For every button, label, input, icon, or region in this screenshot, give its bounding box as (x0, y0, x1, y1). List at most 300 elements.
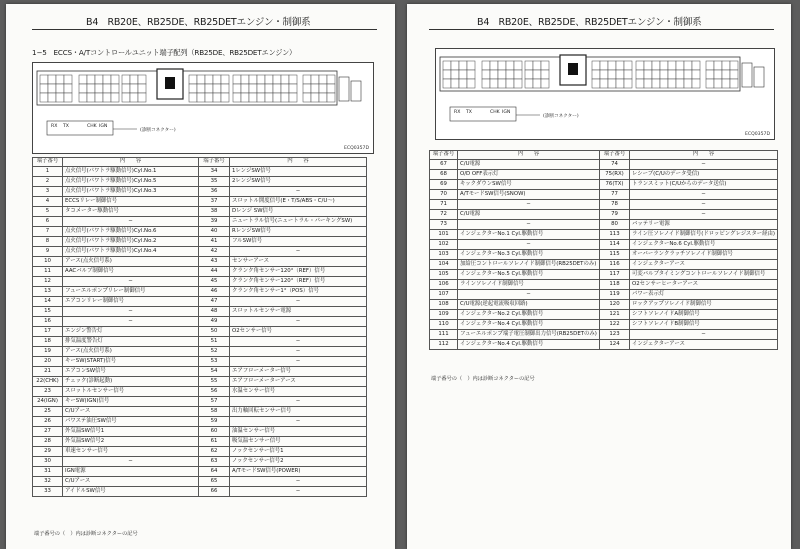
terminal-number: 30 (33, 457, 63, 467)
terminal-description: 車速センサー信号 (63, 447, 199, 457)
connector-pin (95, 75, 103, 84)
connector-pin (40, 84, 48, 93)
connector-pin (56, 75, 64, 84)
table-row (430, 270, 778, 280)
connector-pin (249, 93, 257, 102)
connector-pin (249, 75, 257, 84)
terminal-number: 3 (33, 187, 63, 197)
terminal-number: 57 (199, 397, 230, 407)
connector-pin (600, 79, 608, 88)
terminal-description: 油温センサー信号 (230, 427, 367, 437)
table-row (430, 260, 778, 270)
terminal-description: 点火信号(パワトラ駆動信号)Cyl.No.5 (63, 177, 199, 187)
connector-pin (684, 79, 692, 88)
terminal-number: 1 (33, 167, 63, 177)
connector-pin (205, 84, 213, 93)
connector-pin (138, 84, 146, 93)
terminal-number: 29 (33, 447, 63, 457)
terminal-number: 47 (199, 297, 230, 307)
table-row (430, 330, 778, 340)
connector-pin (138, 75, 146, 84)
connector-pin (103, 93, 111, 102)
terminal-number: 53 (199, 357, 230, 367)
connector-pin (103, 84, 111, 93)
terminal-description: ラインソレノイド制御信号 (458, 280, 600, 290)
terminal-description: エアコンSW信号 (63, 367, 199, 377)
terminal-description: − (458, 220, 600, 230)
connector-pin (327, 93, 335, 102)
terminal-description: バッテリー電源 (630, 220, 778, 230)
terminal-number: 109 (430, 310, 458, 320)
terminal-number: 25 (33, 407, 63, 417)
terminal-number: 27 (33, 427, 63, 437)
connector-pin (533, 79, 541, 88)
table-row (430, 230, 778, 240)
terminal-description: シフトソレノイドB制御信号 (630, 320, 778, 330)
terminal-description: 排気温度警告灯 (63, 337, 199, 347)
terminal-number: 120 (600, 300, 630, 310)
connector-pin (600, 70, 608, 79)
terminal-number: 8 (33, 237, 63, 247)
terminal-description: C/U電源(逆起電流吸収回路) (458, 300, 600, 310)
terminal-description: − (230, 477, 367, 487)
connector-pin (205, 75, 213, 84)
table-row (33, 267, 367, 277)
table-header-row (430, 151, 778, 160)
terminal-description: エアフローメーター信号 (230, 367, 367, 377)
terminal-description: インジェクターNo.5 Cyl.駆動信号 (458, 270, 600, 280)
terminal-number: 122 (600, 320, 630, 330)
content-header: 内 容 (63, 158, 199, 167)
connector-pin (103, 75, 111, 84)
terminal-number: 23 (33, 387, 63, 397)
table-row (430, 340, 778, 350)
connector-pin (525, 70, 533, 79)
terminal-description: − (458, 200, 600, 210)
connector-pin (714, 61, 722, 70)
connector-pin (289, 93, 297, 102)
terminal-number: 77 (600, 190, 630, 200)
terminal-number: 45 (199, 277, 230, 287)
right-page (407, 4, 791, 549)
terminal-description: フューエルポンプ端子電圧制御出力信号(RB25DETのみ) (458, 330, 600, 340)
terminal-number: 60 (199, 427, 230, 437)
connector-pin (64, 93, 72, 102)
connector-pin-diagram (436, 49, 776, 141)
terminal-number: 68 (430, 170, 458, 180)
diagnostic-pin-label: CHK (87, 124, 97, 129)
terminal-number: 113 (600, 230, 630, 240)
terminal-number: 80 (600, 220, 630, 230)
terminal-number: 124 (600, 340, 630, 350)
terminal-description: − (230, 347, 367, 357)
terminal-description: − (63, 217, 199, 227)
terminal-description: ニュートラル信号(ニュートラル・パーキングSW) (230, 217, 367, 227)
connector-pin (189, 75, 197, 84)
terminal-number: 66 (199, 487, 230, 497)
table-row (430, 300, 778, 310)
connector-pin (56, 84, 64, 93)
table-row (33, 277, 367, 287)
connector-pin (87, 84, 95, 93)
connector-pin (40, 93, 48, 102)
table-row (33, 387, 367, 397)
connector-pin (257, 84, 265, 93)
connector-pin (273, 75, 281, 84)
terminal-number: 55 (199, 377, 230, 387)
connector-pin (249, 84, 257, 93)
connector-pin (467, 61, 475, 70)
connector-pin (451, 70, 459, 79)
connector-pin (197, 93, 205, 102)
terminal-number: 26 (33, 417, 63, 427)
terminal-number: 5 (33, 207, 63, 217)
connector-pin (660, 79, 668, 88)
table-body (33, 167, 367, 497)
section-title: 1−5 ECCS・A/Tコントロールユニット端子配列（RB25DE、RB25DETエンジン） (32, 48, 297, 57)
terminal-description: ロックアップソレノイド制御信号 (630, 300, 778, 310)
terminal-description: フューエルポンプリレー制御信号 (63, 287, 199, 297)
terminal-number: 24(IGN) (33, 397, 63, 407)
connector-pin (221, 75, 229, 84)
connector-pin (722, 79, 730, 88)
connector-pin (205, 93, 213, 102)
left-page (6, 4, 395, 549)
table-row (33, 247, 367, 257)
terminal-number: 69 (430, 180, 458, 190)
table-row (430, 200, 778, 210)
table-row (430, 170, 778, 180)
terminal-description: − (230, 187, 367, 197)
terminal-description: − (63, 307, 199, 317)
connector-pin (233, 93, 241, 102)
connector-pin (498, 61, 506, 70)
diagnostic-connector-label: (診断コネクター) (140, 128, 176, 133)
terminal-description: エアフローメーターアース (230, 377, 367, 387)
connector-pin (482, 61, 490, 70)
connector-pin (48, 93, 56, 102)
connector-pin (722, 70, 730, 79)
terminal-description: 水温センサー信号 (230, 387, 367, 397)
table-row (33, 417, 367, 427)
terminal-description: 点火信号(パワトラ駆動信号)Cyl.No.4 (63, 247, 199, 257)
terminal-number: 78 (600, 200, 630, 210)
terminal-description: − (630, 160, 778, 170)
terminal-description: インジェクターアース (630, 260, 778, 270)
connector-pin (56, 93, 64, 102)
terminal-number: 101 (430, 230, 458, 240)
connector-pin (443, 61, 451, 70)
connector-pin (79, 75, 87, 84)
terminal-description: AACバルブ制御信号 (63, 267, 199, 277)
terminal-description: シフトソレノイドA制御信号 (630, 310, 778, 320)
terminal-number: 4 (33, 197, 63, 207)
connector-end-tab (351, 81, 361, 101)
connector-pin (281, 93, 289, 102)
terminal-description: A/TモードSW信号(POWER) (230, 467, 367, 477)
terminal-number: 63 (199, 457, 230, 467)
terminal-description: C/U電源 (458, 210, 600, 220)
terminal-number: 65 (199, 477, 230, 487)
connector-pin (592, 79, 600, 88)
table-row (33, 377, 367, 387)
connector-pin (95, 93, 103, 102)
table-header-row (33, 158, 367, 167)
connector-pin (281, 75, 289, 84)
connector-pin (636, 61, 644, 70)
terminal-number: 7 (33, 227, 63, 237)
terminal-number: 22(CHK) (33, 377, 63, 387)
connector-pin (241, 75, 249, 84)
connector-pin (64, 84, 72, 93)
connector-pin (608, 61, 616, 70)
table-row (33, 407, 367, 417)
connector-latch (165, 77, 175, 89)
connector-pin (676, 61, 684, 70)
connector-pin (608, 79, 616, 88)
connector-end-tab (754, 67, 764, 87)
terminal-number: 51 (199, 337, 230, 347)
terminal-description: アース(点火信号系) (63, 257, 199, 267)
terminal-description: − (63, 317, 199, 327)
terminal-description: − (230, 487, 367, 497)
connector-pin (130, 93, 138, 102)
connector-pin (490, 70, 498, 79)
terminal-description: RレンジSW信号 (230, 227, 367, 237)
terminal-number: 43 (199, 257, 230, 267)
terminal-number: 114 (600, 240, 630, 250)
terminal-number: 64 (199, 467, 230, 477)
connector-pin (624, 70, 632, 79)
connector-pin (482, 79, 490, 88)
figure-code: ECQ0357D (344, 146, 369, 151)
terminal-number: 13 (33, 287, 63, 297)
terminal-number: 17 (33, 327, 63, 337)
terminal-description: キックダウンSW信号 (458, 180, 600, 190)
connector-pin (95, 84, 103, 93)
connector-pin (213, 75, 221, 84)
table-row (33, 357, 367, 367)
terminal-number: 108 (430, 300, 458, 310)
connector-pin (48, 84, 56, 93)
connector-pin (616, 79, 624, 88)
connector-pin (541, 70, 549, 79)
connector-pin (459, 79, 467, 88)
connector-pin-diagram (33, 63, 375, 155)
terminal-description: 外気温SW信号1 (63, 427, 199, 437)
table-row (430, 240, 778, 250)
connector-pin (533, 61, 541, 70)
table-row (33, 217, 367, 227)
terminal-description: インジェクターアース (630, 340, 778, 350)
terminal-number: 14 (33, 297, 63, 307)
connector-diagram (32, 62, 374, 154)
terminal-description: − (230, 247, 367, 257)
terminal-number: 119 (600, 290, 630, 300)
connector-pin (652, 61, 660, 70)
terminal-description: 吸気温センサー信号 (230, 437, 367, 447)
table-row (430, 180, 778, 190)
connector-pin (213, 84, 221, 93)
terminal-number: 32 (33, 477, 63, 487)
connector-pin (79, 93, 87, 102)
connector-pin (311, 75, 319, 84)
terminal-number: 79 (600, 210, 630, 220)
connector-pin (197, 75, 205, 84)
terminal-description: 点火信号(パワトラ駆動信号)Cyl.No.3 (63, 187, 199, 197)
table-row (33, 487, 367, 497)
connector-pin (482, 70, 490, 79)
connector-pin (652, 79, 660, 88)
terminal-number: 110 (430, 320, 458, 330)
terminal-number: 48 (199, 307, 230, 317)
connector-pin (506, 70, 514, 79)
terminal-description: 可変バルブタイミングコントロールソレノイド制御信号 (630, 270, 778, 280)
connector-pin (257, 93, 265, 102)
terminal-number: 59 (199, 417, 230, 427)
connector-pin (122, 75, 130, 84)
terminal-description: C/Uアース (63, 477, 199, 487)
connector-pin (111, 93, 119, 102)
connector-pin (668, 70, 676, 79)
connector-pin (265, 84, 273, 93)
terminal-description: O/D OFF表示灯 (458, 170, 600, 180)
connector-pin (722, 61, 730, 70)
connector-pin (189, 93, 197, 102)
connector-pin (189, 84, 197, 93)
terminal-description: ECCSリレー制御信号 (63, 197, 199, 207)
terminal-number: 103 (430, 250, 458, 260)
terminal-number: 46 (199, 287, 230, 297)
connector-pin (48, 75, 56, 84)
connector-pin (498, 70, 506, 79)
connector-pin (714, 70, 722, 79)
connector-pin (443, 79, 451, 88)
terminal-description: − (63, 457, 199, 467)
connector-pin (490, 79, 498, 88)
connector-end-tab (742, 63, 752, 87)
terminal-number: 62 (199, 447, 230, 457)
connector-pin (213, 93, 221, 102)
table-row (33, 197, 367, 207)
connector-pin (130, 84, 138, 93)
diagnostic-pin-label: IGN (99, 124, 108, 129)
terminal-description: − (630, 330, 778, 340)
connector-pin (636, 70, 644, 79)
terminal-description: スロットルセンサー電源 (230, 307, 367, 317)
connector-pin (303, 84, 311, 93)
connector-latch (568, 63, 578, 75)
diagnostic-connector-label: (診断コネクター) (543, 114, 579, 119)
terminal-number: 123 (600, 330, 630, 340)
terminal-number: 28 (33, 437, 63, 447)
connector-pin (40, 75, 48, 84)
page-header-title: B4 RB20E、RB25DE、RB25DETエンジン・制御系 (477, 17, 702, 28)
terminal-number: 71 (430, 200, 458, 210)
page-header-title: B4 RB20E、RB25DE、RB25DETエンジン・制御系 (86, 17, 311, 28)
terminal-description: O2センサーヒーターアース (630, 280, 778, 290)
connector-pin (616, 61, 624, 70)
terminal-description: アース(点火信号系) (63, 347, 199, 357)
terminal-number: 33 (33, 487, 63, 497)
terminal-header: 端子番号 (600, 151, 630, 160)
connector-pin (111, 84, 119, 93)
table-row (33, 447, 367, 457)
terminal-description: − (630, 190, 778, 200)
terminal-number: 72 (430, 210, 458, 220)
header-rule (429, 29, 774, 30)
terminal-description: インジェクターNo.3 Cyl.駆動信号 (458, 250, 600, 260)
terminal-number: 67 (430, 160, 458, 170)
terminal-number: 105 (430, 270, 458, 280)
terminal-description: 点火信号(パワトラ駆動信号)Cyl.No.6 (63, 227, 199, 237)
connector-pin (87, 75, 95, 84)
terminal-description: − (230, 397, 367, 407)
connector-pin (467, 79, 475, 88)
terminal-number: 116 (600, 260, 630, 270)
terminal-number: 34 (199, 167, 230, 177)
terminal-description: レシーブ(C/Uのデータ受信) (630, 170, 778, 180)
connector-pin (676, 70, 684, 79)
terminal-table-left (32, 157, 367, 497)
terminal-description: ノックセンサー信号2 (230, 457, 367, 467)
table-row (33, 317, 367, 327)
connector-pin (730, 61, 738, 70)
connector-pin (467, 70, 475, 79)
terminal-number: 31 (33, 467, 63, 477)
terminal-number: 40 (199, 227, 230, 237)
connector-pin (303, 93, 311, 102)
terminal-description: スロットルセンサー信号 (63, 387, 199, 397)
connector-pin (676, 79, 684, 88)
terminal-number: 2 (33, 177, 63, 187)
connector-pin (273, 93, 281, 102)
connector-pin (644, 79, 652, 88)
terminal-number: 102 (430, 240, 458, 250)
table-row (33, 237, 367, 247)
connector-pin (660, 70, 668, 79)
terminal-number: 74 (600, 160, 630, 170)
terminal-description: インジェクターNo.6 Cyl.駆動信号 (630, 240, 778, 250)
table-row (430, 290, 778, 300)
connector-pin (692, 61, 700, 70)
connector-pin (592, 70, 600, 79)
table-row (430, 280, 778, 290)
connector-pin (311, 84, 319, 93)
terminal-description: フルSW信号 (230, 237, 367, 247)
terminal-description: − (230, 337, 367, 347)
connector-pin (265, 75, 273, 84)
terminal-number: 70 (430, 190, 458, 200)
terminal-number: 21 (33, 367, 63, 377)
header-rule (32, 29, 377, 30)
connector-pin (506, 79, 514, 88)
terminal-description: 加給圧コントロールソレノイド制御信号(RB25DETのみ) (458, 260, 600, 270)
connector-pin (692, 70, 700, 79)
terminal-description: 2レンジSW信号 (230, 177, 367, 187)
terminal-number: 11 (33, 267, 63, 277)
terminal-number: 12 (33, 277, 63, 287)
table-row (33, 257, 367, 267)
table-row (33, 327, 367, 337)
table-row (33, 427, 367, 437)
connector-pin (233, 84, 241, 93)
connector-pin (311, 93, 319, 102)
connector-pin (111, 75, 119, 84)
connector-pin (652, 70, 660, 79)
connector-pin (644, 70, 652, 79)
connector-pin (514, 61, 522, 70)
